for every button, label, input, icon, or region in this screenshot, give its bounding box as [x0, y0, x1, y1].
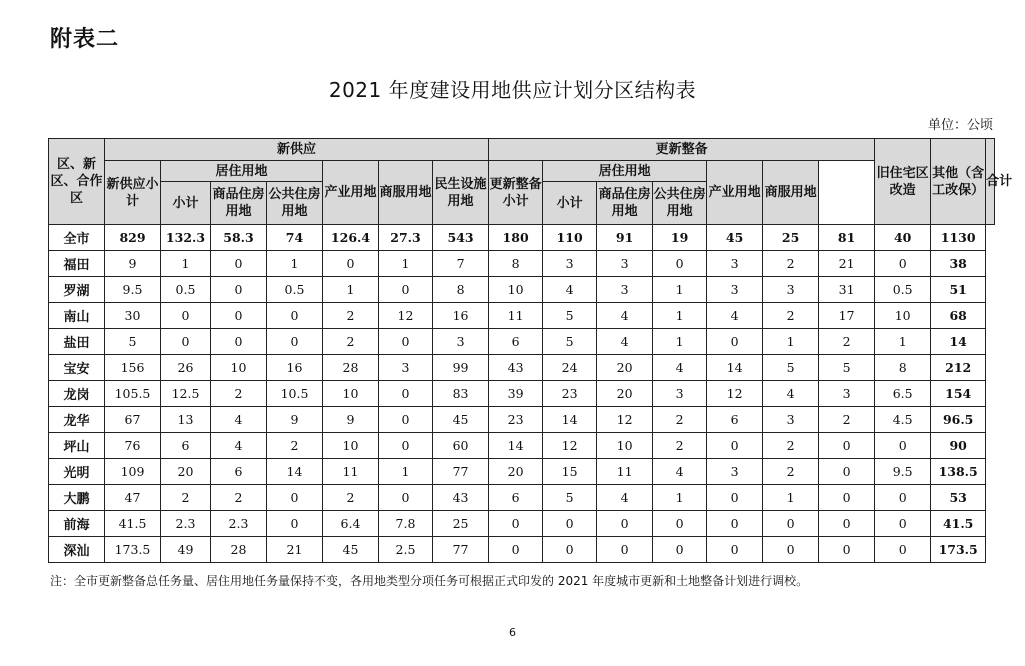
value-cell: 0 — [211, 251, 267, 277]
table-body — [49, 225, 995, 563]
value-cell: 12 — [597, 407, 653, 433]
value-cell: 1 — [763, 485, 819, 511]
value-cell: 67 — [105, 407, 161, 433]
value-cell: 0 — [597, 511, 653, 537]
value-cell: 11 — [489, 303, 543, 329]
value-cell: 45 — [323, 537, 379, 563]
value-cell: 0 — [875, 433, 931, 459]
value-cell: 2 — [161, 485, 211, 511]
value-cell: 2 — [763, 251, 819, 277]
value-cell: 2 — [653, 407, 707, 433]
region-cell: 龙岗 — [49, 381, 105, 407]
value-cell: 28 — [211, 537, 267, 563]
header-total: 合计 — [986, 139, 995, 225]
region-cell: 坪山 — [49, 433, 105, 459]
value-cell: 0 — [763, 511, 819, 537]
value-cell: 0 — [819, 511, 875, 537]
value-cell: 5 — [105, 329, 161, 355]
value-cell: 0 — [161, 329, 211, 355]
value-cell: 74 — [267, 225, 323, 251]
total-cell: 68 — [931, 303, 986, 329]
value-cell: 16 — [267, 355, 323, 381]
appendix-heading: 附表二 — [50, 27, 120, 52]
total-cell: 173.5 — [931, 537, 986, 563]
value-cell: 16 — [433, 303, 489, 329]
value-cell: 110 — [543, 225, 597, 251]
value-cell: 1 — [653, 329, 707, 355]
value-cell: 1 — [763, 329, 819, 355]
value-cell: 26 — [161, 355, 211, 381]
table-row — [49, 277, 995, 303]
header-renewal-industrial: 产业用地 — [707, 161, 763, 225]
value-cell: 47 — [105, 485, 161, 511]
value-cell: 10.5 — [267, 381, 323, 407]
header-renewal-subtotal: 更新整备小计 — [489, 161, 543, 225]
value-cell: 2 — [211, 381, 267, 407]
value-cell: 2 — [211, 485, 267, 511]
value-cell: 27.3 — [379, 225, 433, 251]
value-cell: 1 — [653, 277, 707, 303]
value-cell: 126.4 — [323, 225, 379, 251]
value-cell: 0 — [543, 537, 597, 563]
value-cell: 2.5 — [379, 537, 433, 563]
value-cell: 2 — [763, 433, 819, 459]
value-cell: 0 — [819, 433, 875, 459]
value-cell: 11 — [597, 459, 653, 485]
value-cell: 20 — [161, 459, 211, 485]
page-number: 6 — [509, 626, 516, 639]
table-row — [49, 459, 995, 485]
value-cell: 20 — [597, 381, 653, 407]
value-cell: 0 — [707, 329, 763, 355]
table-row — [49, 433, 995, 459]
value-cell: 3 — [379, 355, 433, 381]
value-cell: 0 — [211, 303, 267, 329]
value-cell: 81 — [819, 225, 875, 251]
value-cell: 0 — [707, 537, 763, 563]
value-cell: 2 — [323, 329, 379, 355]
value-cell: 83 — [433, 381, 489, 407]
value-cell: 132.3 — [161, 225, 211, 251]
value-cell: 6 — [211, 459, 267, 485]
value-cell: 173.5 — [105, 537, 161, 563]
header-res-subtotal: 小计 — [161, 182, 211, 225]
header-residential: 居住用地 — [161, 161, 323, 182]
value-cell: 2 — [323, 303, 379, 329]
value-cell: 9 — [105, 251, 161, 277]
header-renewal-public-housing: 公共住房用地 — [653, 182, 707, 225]
value-cell: 12 — [707, 381, 763, 407]
value-cell: 99 — [433, 355, 489, 381]
value-cell: 10 — [489, 277, 543, 303]
value-cell: 25 — [433, 511, 489, 537]
value-cell: 1 — [267, 251, 323, 277]
value-cell: 0 — [819, 485, 875, 511]
header-commercial-housing: 商品住房用地 — [211, 182, 267, 225]
value-cell: 3 — [433, 329, 489, 355]
value-cell: 0 — [819, 537, 875, 563]
total-cell: 14 — [931, 329, 986, 355]
value-cell: 9 — [323, 407, 379, 433]
value-cell: 0 — [161, 303, 211, 329]
table-row — [49, 407, 995, 433]
value-cell: 2 — [763, 303, 819, 329]
value-cell: 10 — [597, 433, 653, 459]
value-cell: 0 — [379, 381, 433, 407]
value-cell: 6 — [489, 329, 543, 355]
value-cell: 3 — [707, 277, 763, 303]
value-cell: 19 — [653, 225, 707, 251]
value-cell: 3 — [653, 381, 707, 407]
value-cell: 0 — [707, 485, 763, 511]
value-cell: 6 — [707, 407, 763, 433]
value-cell: 77 — [433, 459, 489, 485]
region-cell: 福田 — [49, 251, 105, 277]
value-cell: 0 — [653, 537, 707, 563]
value-cell: 2 — [819, 329, 875, 355]
total-cell: 38 — [931, 251, 986, 277]
value-cell: 9.5 — [105, 277, 161, 303]
region-cell: 光明 — [49, 459, 105, 485]
value-cell: 156 — [105, 355, 161, 381]
header-region: 区、新区、合作区 — [49, 139, 105, 225]
value-cell: 49 — [161, 537, 211, 563]
value-cell: 14 — [543, 407, 597, 433]
value-cell: 2 — [653, 433, 707, 459]
value-cell: 30 — [105, 303, 161, 329]
value-cell: 10 — [211, 355, 267, 381]
value-cell: 2 — [763, 459, 819, 485]
value-cell: 0 — [875, 537, 931, 563]
total-cell: 96.5 — [931, 407, 986, 433]
value-cell: 41.5 — [105, 511, 161, 537]
total-cell: 90 — [931, 433, 986, 459]
value-cell: 109 — [105, 459, 161, 485]
value-cell: 4 — [597, 485, 653, 511]
value-cell: 21 — [819, 251, 875, 277]
value-cell: 11 — [323, 459, 379, 485]
value-cell: 6.5 — [875, 381, 931, 407]
value-cell: 1 — [161, 251, 211, 277]
value-cell: 0 — [379, 407, 433, 433]
value-cell: 0 — [597, 537, 653, 563]
value-cell: 76 — [105, 433, 161, 459]
value-cell: 31 — [819, 277, 875, 303]
value-cell: 829 — [105, 225, 161, 251]
value-cell: 0 — [267, 303, 323, 329]
header-industrial: 产业用地 — [323, 161, 379, 225]
value-cell: 20 — [489, 459, 543, 485]
value-cell: 6 — [161, 433, 211, 459]
value-cell: 2 — [267, 433, 323, 459]
table-row — [49, 381, 995, 407]
value-cell: 1 — [323, 277, 379, 303]
value-cell: 543 — [433, 225, 489, 251]
header-public-housing: 公共住房用地 — [267, 182, 323, 225]
table-row — [49, 511, 995, 537]
region-cell: 龙华 — [49, 407, 105, 433]
value-cell: 0 — [489, 511, 543, 537]
table-row — [49, 225, 995, 251]
total-cell: 1130 — [931, 225, 986, 251]
value-cell: 4 — [653, 355, 707, 381]
header-other: 其他（含工改保） — [931, 139, 986, 225]
value-cell: 0 — [379, 277, 433, 303]
value-cell: 91 — [597, 225, 653, 251]
table-row — [49, 355, 995, 381]
header-public-facility: 民生设施用地 — [433, 161, 489, 225]
table-row — [49, 251, 995, 277]
value-cell: 0 — [489, 537, 543, 563]
value-cell: 5 — [543, 485, 597, 511]
value-cell: 0 — [707, 511, 763, 537]
table-header — [49, 139, 1013, 225]
value-cell: 23 — [489, 407, 543, 433]
value-cell: 2 — [323, 485, 379, 511]
value-cell: 3 — [543, 251, 597, 277]
total-cell: 212 — [931, 355, 986, 381]
value-cell: 14 — [489, 433, 543, 459]
value-cell: 0 — [653, 251, 707, 277]
value-cell: 0 — [379, 433, 433, 459]
value-cell: 0 — [267, 329, 323, 355]
value-cell: 2.3 — [161, 511, 211, 537]
value-cell: 3 — [819, 381, 875, 407]
unit-label: 单位：公顷 — [927, 118, 993, 133]
value-cell: 105.5 — [105, 381, 161, 407]
value-cell: 20 — [597, 355, 653, 381]
region-cell: 南山 — [49, 303, 105, 329]
value-cell: 0.5 — [875, 277, 931, 303]
value-cell: 4 — [707, 303, 763, 329]
value-cell: 7 — [433, 251, 489, 277]
value-cell: 21 — [267, 537, 323, 563]
value-cell: 0 — [875, 511, 931, 537]
header-old-residential: 旧住宅区改造 — [875, 139, 931, 225]
value-cell: 43 — [433, 485, 489, 511]
value-cell: 1 — [653, 485, 707, 511]
value-cell: 77 — [433, 537, 489, 563]
value-cell: 12 — [379, 303, 433, 329]
header-renewal: 更新整备 — [489, 139, 875, 161]
value-cell: 0 — [379, 485, 433, 511]
value-cell: 60 — [433, 433, 489, 459]
header-new-subtotal: 新供应小计 — [105, 161, 161, 225]
value-cell: 0 — [267, 485, 323, 511]
value-cell: 40 — [875, 225, 931, 251]
footnote: 注：全市更新整备总任务量、居住用地任务量保持不变，各用地类型分项任务可根据正式印发的 2021 年度城市更新和土地整备计划进行调校。 — [50, 574, 809, 588]
region-cell: 大鹏 — [49, 485, 105, 511]
value-cell: 3 — [763, 277, 819, 303]
value-cell: 180 — [489, 225, 543, 251]
table-title: 2021 年度建设用地供应计划分区结构表 — [328, 78, 697, 102]
header-new-supply: 新供应 — [105, 139, 489, 161]
value-cell: 6.4 — [323, 511, 379, 537]
value-cell: 3 — [707, 459, 763, 485]
value-cell: 7.8 — [379, 511, 433, 537]
value-cell: 12.5 — [161, 381, 211, 407]
value-cell: 3 — [707, 251, 763, 277]
value-cell: 4.5 — [875, 407, 931, 433]
total-cell: 51 — [931, 277, 986, 303]
header-renewal-residential: 居住用地 — [543, 161, 707, 182]
value-cell: 8 — [875, 355, 931, 381]
value-cell: 4 — [211, 407, 267, 433]
value-cell: 0 — [543, 511, 597, 537]
value-cell: 8 — [433, 277, 489, 303]
value-cell: 0.5 — [161, 277, 211, 303]
value-cell: 9 — [267, 407, 323, 433]
value-cell: 3 — [597, 251, 653, 277]
value-cell: 4 — [543, 277, 597, 303]
total-cell: 41.5 — [931, 511, 986, 537]
value-cell: 10 — [323, 433, 379, 459]
header-renewal-commercial-housing: 商品住房用地 — [597, 182, 653, 225]
region-cell: 盐田 — [49, 329, 105, 355]
value-cell: 0 — [707, 433, 763, 459]
value-cell: 23 — [543, 381, 597, 407]
value-cell: 39 — [489, 381, 543, 407]
value-cell: 14 — [267, 459, 323, 485]
header-renewal-res-subtotal: 小计 — [543, 182, 597, 225]
total-cell: 138.5 — [931, 459, 986, 485]
value-cell: 58.3 — [211, 225, 267, 251]
value-cell: 2.3 — [211, 511, 267, 537]
region-cell: 宝安 — [49, 355, 105, 381]
value-cell: 1 — [379, 459, 433, 485]
value-cell: 8 — [489, 251, 543, 277]
value-cell: 4 — [211, 433, 267, 459]
value-cell: 1 — [379, 251, 433, 277]
value-cell: 9.5 — [875, 459, 931, 485]
value-cell: 0 — [819, 459, 875, 485]
table-row — [49, 329, 995, 355]
value-cell: 14 — [707, 355, 763, 381]
value-cell: 0 — [211, 329, 267, 355]
header-renewal-commerce-service: 商服用地 — [763, 161, 819, 225]
value-cell: 25 — [763, 225, 819, 251]
value-cell: 4 — [653, 459, 707, 485]
value-cell: 2 — [819, 407, 875, 433]
value-cell: 5 — [819, 355, 875, 381]
value-cell: 10 — [875, 303, 931, 329]
region-cell: 前海 — [49, 511, 105, 537]
value-cell: 0 — [323, 251, 379, 277]
value-cell: 17 — [819, 303, 875, 329]
value-cell: 3 — [597, 277, 653, 303]
table-row — [49, 303, 995, 329]
value-cell: 12 — [543, 433, 597, 459]
value-cell: 5 — [763, 355, 819, 381]
value-cell: 0 — [653, 511, 707, 537]
value-cell: 5 — [543, 303, 597, 329]
value-cell: 45 — [433, 407, 489, 433]
total-cell: 53 — [931, 485, 986, 511]
value-cell: 0 — [267, 511, 323, 537]
region-cell: 罗湖 — [49, 277, 105, 303]
value-cell: 43 — [489, 355, 543, 381]
header-commerce-service: 商服用地 — [379, 161, 433, 225]
value-cell: 13 — [161, 407, 211, 433]
value-cell: 0 — [875, 485, 931, 511]
value-cell: 45 — [707, 225, 763, 251]
region-cell: 深汕 — [49, 537, 105, 563]
value-cell: 10 — [323, 381, 379, 407]
value-cell: 0 — [875, 251, 931, 277]
value-cell: 6 — [489, 485, 543, 511]
value-cell: 3 — [763, 407, 819, 433]
value-cell: 5 — [543, 329, 597, 355]
value-cell: 0 — [763, 537, 819, 563]
value-cell: 4 — [597, 329, 653, 355]
value-cell: 15 — [543, 459, 597, 485]
value-cell: 28 — [323, 355, 379, 381]
value-cell: 1 — [653, 303, 707, 329]
total-cell: 154 — [931, 381, 986, 407]
table-row — [49, 537, 995, 563]
value-cell: 4 — [597, 303, 653, 329]
region-cell: 全市 — [49, 225, 105, 251]
value-cell: 0 — [211, 277, 267, 303]
value-cell: 24 — [543, 355, 597, 381]
table-row — [49, 485, 995, 511]
supply-plan-table — [48, 138, 1013, 563]
value-cell: 1 — [875, 329, 931, 355]
value-cell: 0 — [379, 329, 433, 355]
value-cell: 0.5 — [267, 277, 323, 303]
value-cell: 4 — [763, 381, 819, 407]
